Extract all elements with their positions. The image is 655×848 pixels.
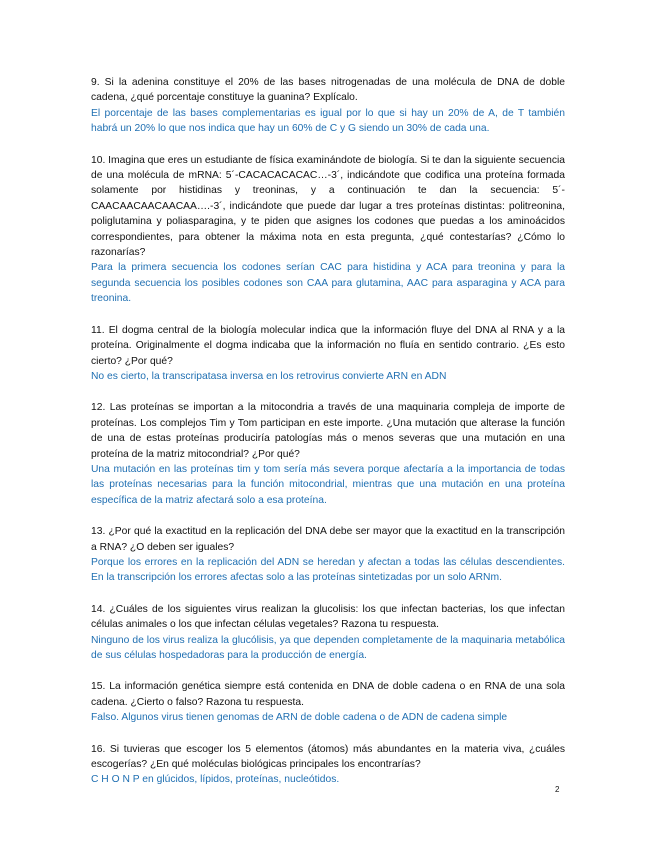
- question-text: 11. El dogma central de la biología molecular indica que la información fluye del DNA al RNA y a la proteína. Originalmente el dogma indicaba que la información no fluía en sentido contrario. ¿Es esto cierto? ¿Por qué?: [91, 324, 565, 367]
- question-text: 10. Imagina que eres un estudiante de física examinándote de biología. Si te dan la siguiente secuencia de una molécula de mRNA: 5´-CACACACACAC…-3´, indicándote que codifica una proteína formada solamente por histidinas y treoninas, y a continuación te dan la secuencia: 5´-CAACAACAACAACAA….-3´, indicándote que puede dar lugar a tres proteínas distintas: politreonina, poliglutamina y poliasparagina, y te piden que asignes los codones que puedas a los aminoácidos correspondientes, para obtener la máxima nota en esta pregunta, ¿qué contestarías? ¿Cómo lo razonarías?: [91, 154, 565, 259]
- question-text: 15. La información genética siempre está contenida en DNA de doble cadena o en RNA de una sola cadena. ¿Cierto o falso? Razona tu respuesta.: [91, 681, 565, 708]
- answer-text: C H O N P en glúcidos, lípidos, proteínas, nucleótidos.: [91, 774, 340, 786]
- answer-text: Ninguno de los virus realiza la glucólisis, ya que dependen completamente de la maquinaria metabólica de sus células hospedadoras para la producción de energía.: [91, 634, 565, 661]
- question-text: 12. Las proteínas se importan a la mitocondria a través de una maquinaria compleja de importe de proteínas. Los complejos Tim y Tom participan en este importe. ¿Una mutación que alterase la función de una de estas proteínas produciría patologías más o menos severas que una mutación en una proteína de la matriz mitocondrial? ¿Por qué?: [91, 402, 565, 460]
- question-block-15: [91, 679, 565, 725]
- question-block-12: [91, 400, 565, 508]
- question-text: 16. Si tuvieras que escoger los 5 elementos (átomos) más abundantes en la materia viva, ¿cuáles escogerías? ¿En qué moléculas biológicas principales los encontrarías?: [91, 743, 565, 771]
- question-text: 14. ¿Cuáles de los siguientes virus realizan la glucolisis: los que infectan bacterias, los que infectan células animales o los que infectan células vegetales? Razona tu respuesta.: [91, 603, 565, 631]
- question-block-14: [91, 602, 565, 664]
- question-text: 13. ¿Por qué la exactitud en la replicación del DNA debe ser mayor que la exactitud en la transcripción a RNA? ¿O deben ser iguales?: [91, 526, 565, 553]
- page-content: [91, 75, 565, 804]
- page-number: 2: [555, 785, 560, 794]
- answer-text: No es cierto, la transcripatasa inversa en los retrovirus convierte ARN en ADN: [91, 370, 447, 382]
- question-block-11: [91, 323, 565, 385]
- answer-text: Porque los errores en la replicación del ADN se heredan y afectan a todas las células descendientes. En la transcripción los errores afectas solo a las proteínas sintetizadas por un solo ARNm.: [91, 556, 565, 584]
- answer-text: Falso. Algunos virus tienen genomas de ARN de doble cadena o de ADN de cadena simple: [91, 712, 508, 724]
- question-text: 9. Si la adenina constituye el 20% de las bases nitrogenadas de una molécula de DNA de doble cadena, ¿qué porcentaje constituye la guanina? Explícalo.: [91, 77, 565, 104]
- question-block-16: [91, 742, 565, 788]
- answer-text: El porcentaje de las bases complementarias es igual por lo que si hay un 20% de A, de T también habrá un 20% lo que nos indica que hay un 60% de C y G siendo un 30% de cada una.: [91, 107, 565, 135]
- answer-text: Una mutación en las proteínas tim y tom sería más severa porque afectaría a la importancia de todas las proteínas necesarias para la función mitocondrial, mientras que una mutación en una proteína específica de la matriz afectará solo a esa proteína.: [91, 463, 565, 506]
- question-block-13: [91, 524, 565, 586]
- answer-text: Para la primera secuencia los codones serían CAC para histidina y ACA para treonina y para la segunda secuencia los posibles codones son CAA para glutamina, AAC para asparagina y ACA para treonina.: [91, 262, 565, 305]
- question-block-9: [91, 75, 565, 137]
- question-block-10: [91, 153, 565, 307]
